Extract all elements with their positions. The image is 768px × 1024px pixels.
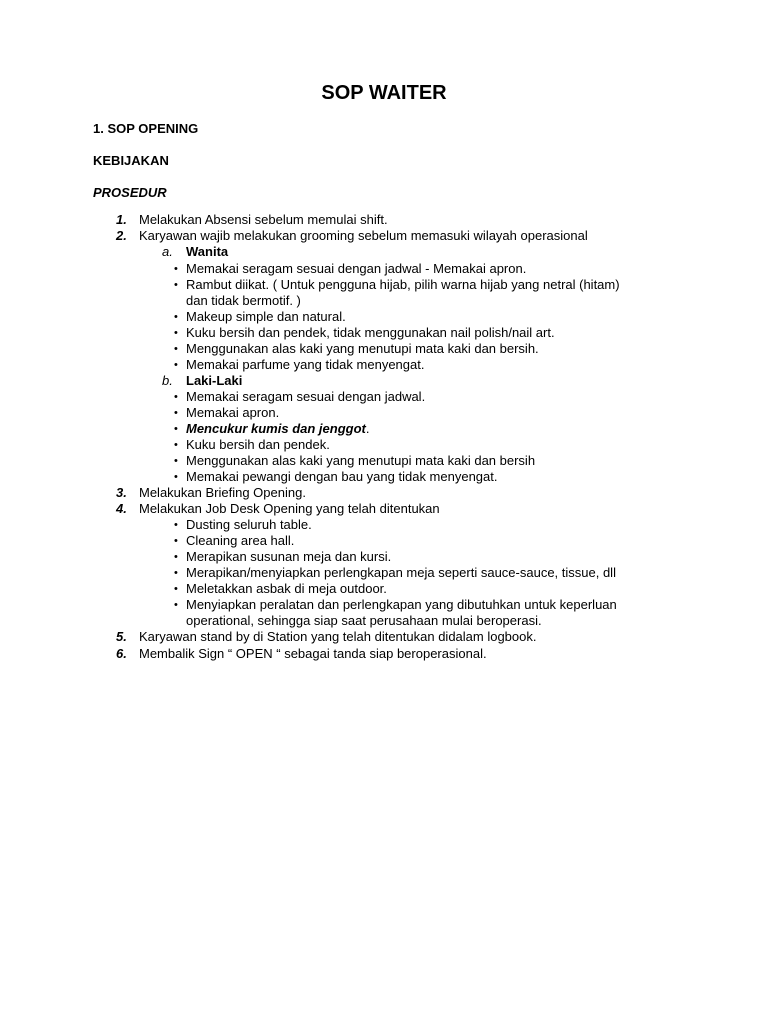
- bullet-icon: •: [174, 343, 178, 355]
- list-item: Kuku bersih dan pendek.: [186, 437, 330, 452]
- step-number: 1.: [116, 212, 127, 227]
- list-item: Rambut diikat. ( Untuk pengguna hijab, pilih warna hijab yang netral (hitam): [186, 277, 620, 292]
- sublist-letter: a.: [162, 244, 173, 259]
- bullet-icon: •: [174, 439, 178, 451]
- step-number: 4.: [116, 501, 127, 516]
- list-item: Merapikan susunan meja dan kursi.: [186, 549, 392, 564]
- bullet-icon: •: [174, 583, 178, 595]
- bullet-icon: •: [174, 423, 178, 435]
- bullet-icon: •: [174, 455, 178, 467]
- step-number: 6.: [116, 646, 127, 661]
- list-item: Dusting seluruh table.: [186, 517, 312, 532]
- bullet-icon: •: [174, 327, 178, 339]
- list-item-continuation: operational, sehingga siap saat perusahaan mulai beroperasi.: [186, 613, 542, 628]
- prosedur-heading: PROSEDUR: [93, 185, 167, 200]
- bullet-icon: •: [174, 359, 178, 371]
- step-number: 5.: [116, 629, 127, 644]
- list-item: Meletakkan asbak di meja outdoor.: [186, 581, 387, 596]
- step-number: 2.: [116, 228, 127, 243]
- bullet-icon: •: [174, 599, 178, 611]
- step-number: 3.: [116, 485, 127, 500]
- bullet-icon: •: [174, 519, 178, 531]
- bullet-icon: •: [174, 407, 178, 419]
- sublist-letter: b.: [162, 373, 173, 388]
- bullet-icon: •: [174, 391, 178, 403]
- list-item: Menggunakan alas kaki yang menutupi mata kaki dan bersih: [186, 453, 536, 468]
- bullet-icon: •: [174, 279, 178, 291]
- list-item: Kuku bersih dan pendek, tidak menggunakan nail polish/nail art.: [186, 325, 555, 340]
- bullet-icon: •: [174, 263, 178, 275]
- bullet-icon: •: [174, 551, 178, 563]
- step-text: Membalik Sign “ OPEN “ sebagai tanda siap beroperasional.: [139, 646, 487, 661]
- step-text: Melakukan Briefing Opening.: [139, 485, 306, 500]
- list-item: Menyiapkan peralatan dan perlengkapan yang dibutuhkan untuk keperluan: [186, 597, 617, 612]
- list-item: Memakai apron.: [186, 405, 280, 420]
- list-item: Cleaning area hall.: [186, 533, 295, 548]
- emphasized-text: Mencukur kumis dan jenggot: [186, 421, 366, 436]
- list-item: Memakai seragam sesuai dengan jadwal - Memakai apron.: [186, 261, 527, 276]
- step-text: Melakukan Job Desk Opening yang telah ditentukan: [139, 501, 440, 516]
- bullet-icon: •: [174, 471, 178, 483]
- laki-heading: Laki-Laki: [186, 373, 243, 388]
- list-item-continuation: dan tidak bermotif. ): [186, 293, 301, 308]
- section-heading: 1. SOP OPENING: [93, 121, 199, 136]
- list-item: Menggunakan alas kaki yang menutupi mata kaki dan bersih.: [186, 341, 539, 356]
- list-item: Merapikan/menyiapkan perlengkapan meja seperti sauce-sauce, tissue, dll: [186, 565, 616, 580]
- list-item: Memakai pewangi dengan bau yang tidak menyengat.: [186, 469, 498, 484]
- list-item: [186, 421, 369, 437]
- wanita-heading: Wanita: [186, 244, 229, 259]
- list-item: Memakai seragam sesuai dengan jadwal.: [186, 389, 426, 404]
- step-text: Karyawan stand by di Station yang telah ditentukan didalam logbook.: [139, 629, 537, 644]
- document-title: SOP WAITER: [321, 82, 447, 104]
- step-text: Karyawan wajib melakukan grooming sebelum memasuki wilayah operasional: [139, 228, 588, 243]
- bullet-icon: •: [174, 535, 178, 547]
- list-item: Makeup simple dan natural.: [186, 309, 346, 324]
- kebijakan-heading: KEBIJAKAN: [93, 153, 169, 168]
- period: .: [365, 421, 370, 436]
- step-text: Melakukan Absensi sebelum memulai shift.: [139, 212, 388, 227]
- list-item: Memakai parfume yang tidak menyengat.: [186, 357, 425, 372]
- bullet-icon: •: [174, 311, 178, 323]
- bullet-icon: •: [174, 567, 178, 579]
